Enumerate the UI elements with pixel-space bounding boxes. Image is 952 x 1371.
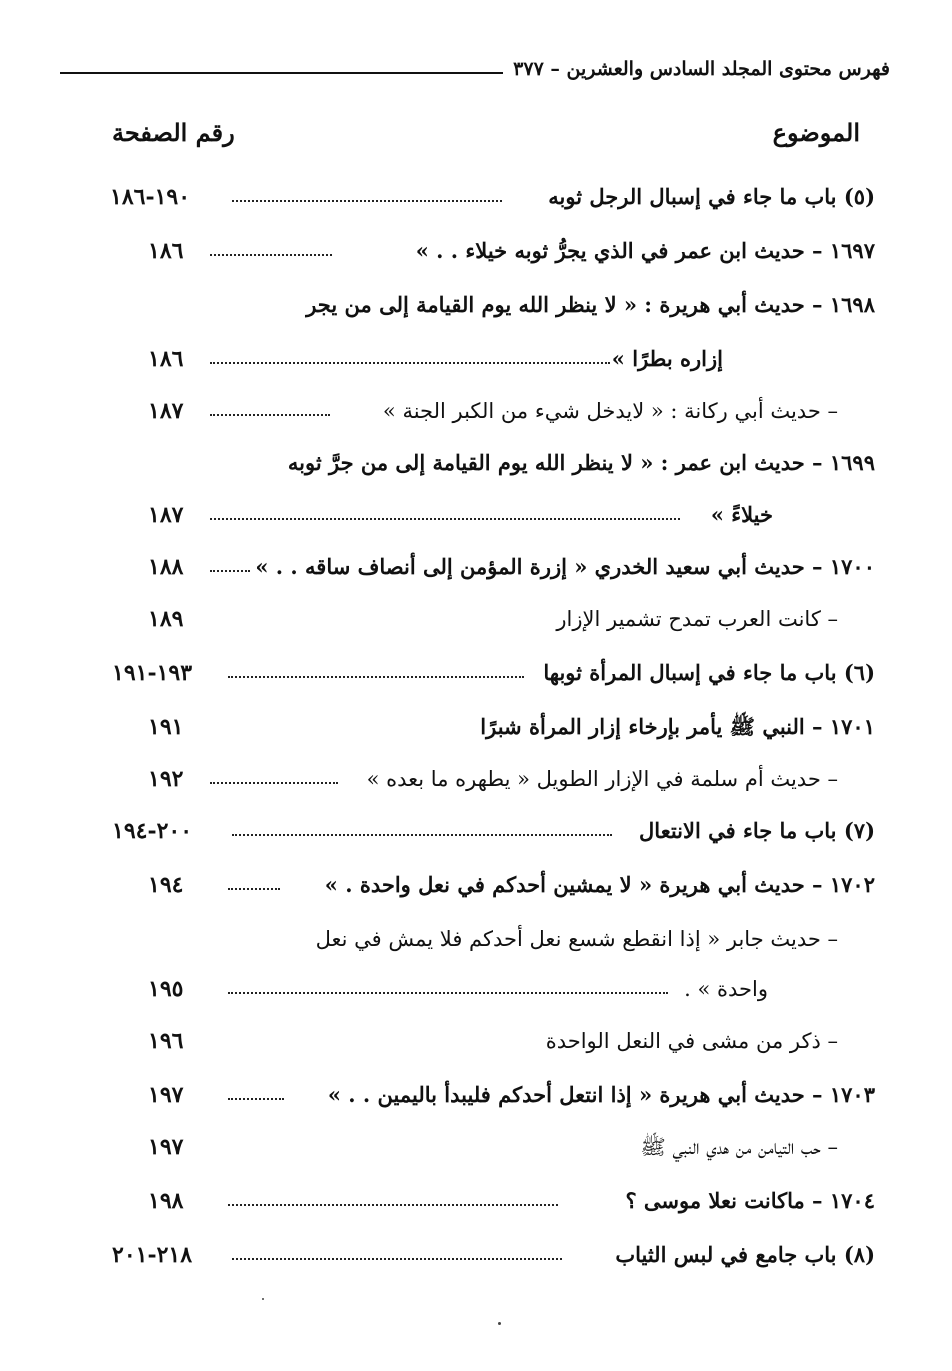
entry-page: ١٩٤ [148,872,184,898]
entry-page: ١٩٢ [148,766,184,792]
index-entry-1699-cont [148,494,875,538]
entry-text: ١٧٠٣ – حديث أبي هريرة « إذا انتعل أحدكم فليبدأ باليمين . . » [327,1082,875,1107]
running-head-text: فهرس محتوى المجلد السادس والعشرين – ٣٧٧ [503,58,890,80]
entry-page: ١٨٧ [148,502,184,528]
entry-text: – حديث أم سلمة في الإزار الطويل « يطهره ما بعده » [366,767,838,791]
index-entry-1698-cont [148,338,875,382]
index-entry-abu-rukana [148,390,838,434]
entry-text: ١٦٩٩ – حديث ابن عمر : « لا ينظر الله يوم القيامة إلى من جرَّ ثوبه [287,450,875,475]
entry-text: ١٧٠١ – النبي ﷺ يأمر بإرخاء إزار المرأة شبرًا [480,714,875,739]
index-entry-right-side [148,1126,838,1170]
leader-dots [210,254,332,256]
scan-speck [262,1298,264,1300]
entry-page: ١٨٩ [148,606,184,632]
leader-dots [228,1204,558,1206]
leader-dots [210,518,680,520]
leader-dots [228,992,668,994]
running-head [60,58,890,90]
entry-text: – حديث جابر « إذا انقطع شسع نعل أحدكم فلا يمش في نعل [315,927,838,951]
entry-text: – حب التيامن من هدي النبي ﷺ [640,1135,838,1159]
index-entry-1697 [148,230,875,274]
entry-page: ١٩٦ [148,1028,184,1054]
leader-dots [228,888,280,890]
index-entry-1702 [148,864,875,908]
index-entry-1700 [148,546,875,590]
index-entry-chapter-7 [112,810,875,854]
leader-dots [210,414,330,416]
index-entry-1703 [148,1074,875,1118]
entry-page: ١٩١ [148,714,184,740]
leader-dots [232,1258,562,1260]
index-entry-arabs-praise [148,598,838,642]
leader-dots [210,782,338,784]
leader-dots [232,834,612,836]
entry-text: (٧) باب ما جاء في الانتعال [639,818,875,843]
entry-page: ١٩٧ [148,1134,184,1160]
entry-text: خيلاءً » [710,502,773,527]
entry-page: ١٨٦ [148,346,184,372]
entry-text: (٦) باب ما جاء في إسبال المرأة ثوبها [543,660,875,685]
entry-text: ١٧٠٢ – حديث أبي هريرة « لا يمشين أحدكم في نعل واحدة . » [324,872,875,897]
leader-dots [232,200,502,202]
entry-page: ١٩٧ [148,1082,184,1108]
leader-dots [210,570,250,572]
index-entry-umm-salama [148,758,838,802]
index-entry-1698 [148,284,875,328]
entry-page: ١٩٠-١٨٦ [110,184,191,210]
entry-text: – حديث أبي ركانة : « لايدخل شيء من الكبر الجنة » [382,399,838,423]
entry-page: ١٨٦ [148,238,184,264]
entry-text: إزاره بطرًا » [611,346,723,371]
entry-text: – كانت العرب تمدح تشمير الإزار [556,607,838,631]
index-entry-chapter-5 [110,176,875,220]
entry-text: ١٧٠٤ – ماكانت نعلا موسى ؟ [625,1188,875,1213]
leader-dots [228,676,524,678]
index-entry-single-sandal [148,1020,838,1064]
index-entry-jabir-cont [148,968,838,1012]
index-entry-1701 [148,706,875,750]
entry-text: – ذكر من مشى في النعل الواحدة [545,1029,838,1053]
entry-text: ١٦٩٧ – حديث ابن عمر في الذي يجرُّ ثوبه خيلاء . . » [415,238,875,263]
index-entry-1699 [148,442,875,486]
entry-page: ٢١٨-٢٠١ [112,1242,193,1268]
scan-speck [498,1322,501,1325]
entry-page: ١٨٧ [148,398,184,424]
topic-column-heading: الموضوع [772,118,860,147]
entry-text: ١٧٠٠ – حديث أبي سعيد الخدري « إزرة المؤمن إلى أنصاف ساقه . . » [255,554,875,579]
entry-page: ٢٠٠-١٩٤ [112,818,193,844]
page-column-heading: رقم الصفحة [112,118,235,147]
header-rule [60,72,558,74]
entry-page: ١٩٨ [148,1188,184,1214]
entry-text: ١٦٩٨ – حديث أبي هريرة : « لا ينظر الله يوم القيامة إلى من يجر [306,292,875,317]
entry-text: (٨) باب جامع في لبس الثياب [615,1242,875,1267]
index-entry-chapter-6 [112,652,875,696]
entry-page: ١٨٨ [148,554,184,580]
entry-page: ١٩٣-١٩١ [112,660,193,686]
entry-page: ١٩٥ [148,976,184,1002]
entry-text: واحدة » . [684,977,768,1001]
leader-dots [228,1098,284,1100]
index-entry-1704 [148,1180,875,1224]
index-entry-jabir [148,918,838,962]
leader-dots [210,362,610,364]
entry-text: (٥) باب ما جاء في إسبال الرجل ثوبه [548,184,875,209]
index-entry-chapter-8 [112,1234,875,1278]
